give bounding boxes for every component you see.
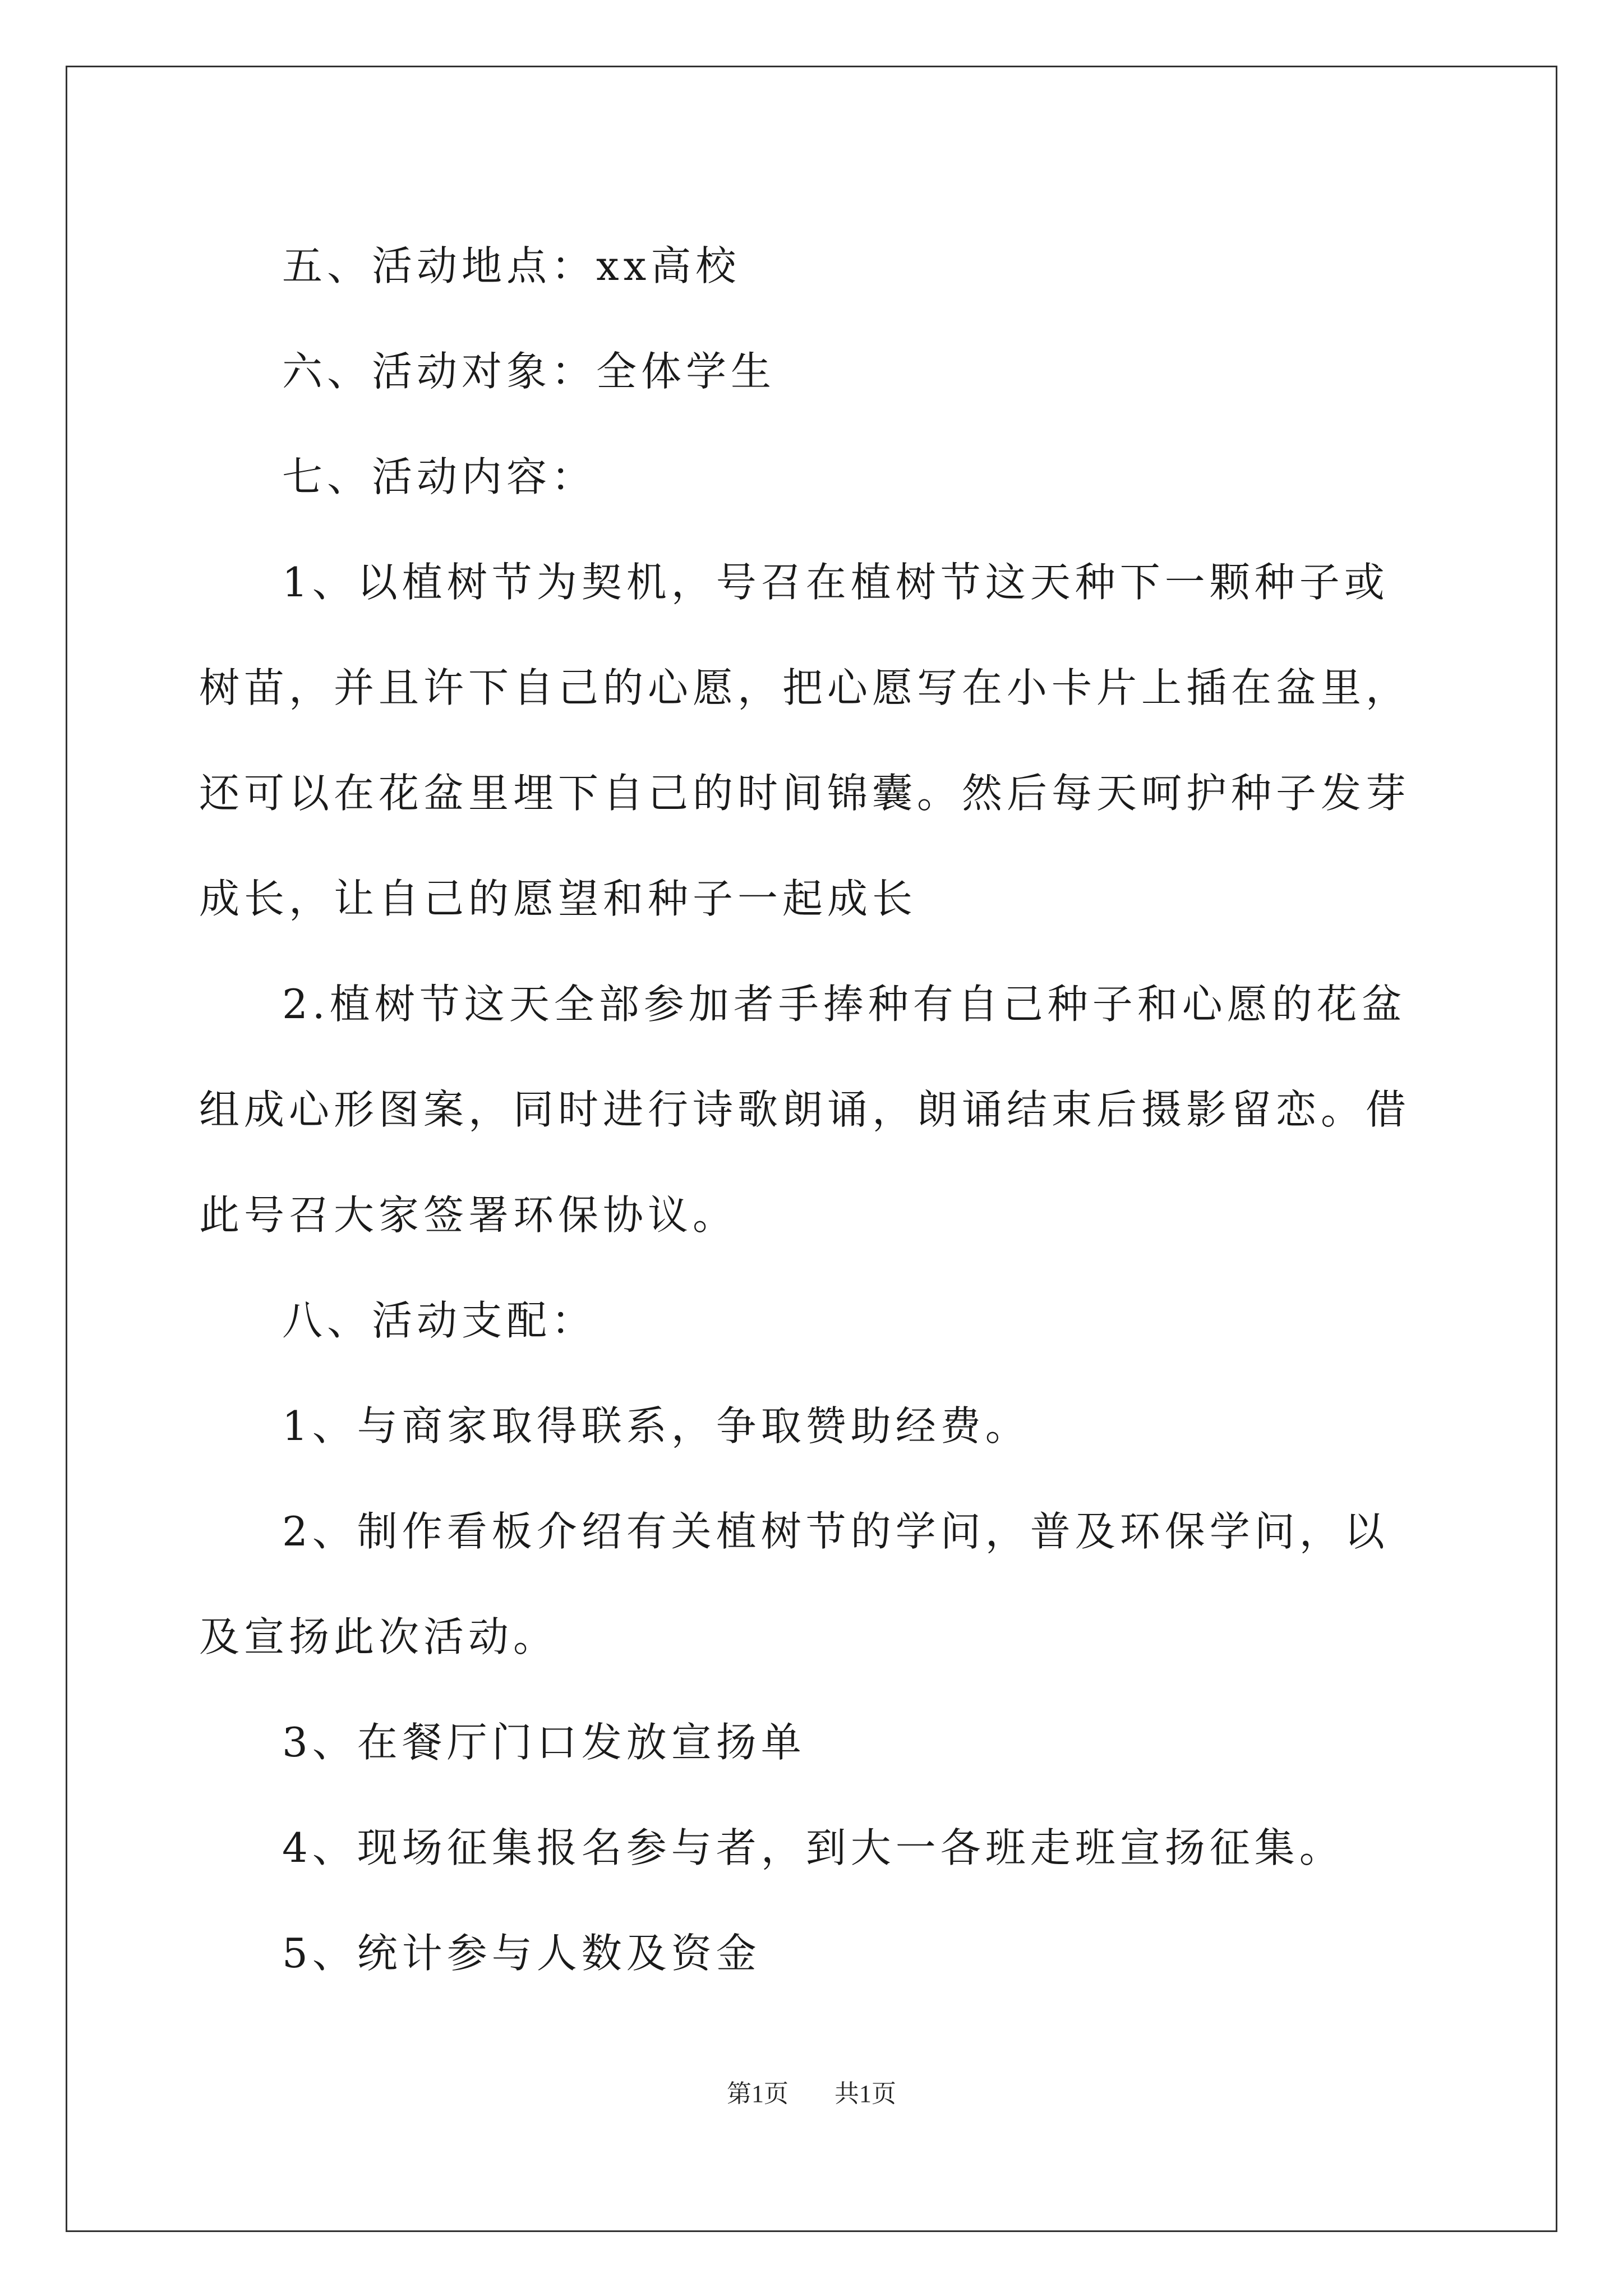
paragraph-arrangement-item-1: 1、与商家取得联系，争取赞助经费。 bbox=[282, 1402, 1030, 1450]
page-footer bbox=[0, 2073, 1623, 2109]
paragraph-arrangement-item-5: 5、统计参与人数及资金 bbox=[282, 1930, 761, 1977]
page-number-current: 第1页 bbox=[727, 2080, 789, 2108]
paragraph-content-item-2: 2.植树节这天全部参加者手捧种有自己种子和心愿的花盆组成心形图案，同时进行诗歌朗诵，朗诵结束后摄影留恋。借此号召大家签署环保协议。 bbox=[199, 981, 1411, 1239]
paragraph-content-item-1: 1、以植树节为契机，号召在植树节这天种下一颗种子或树苗，并且许下自己的心愿，把心愿写在小卡片上插在盆里，还可以在花盆里埋下自己的时间锦囊。然后每天呵护种子发芽成长，让自己的愿望和种子一起成长 bbox=[199, 559, 1411, 922]
paragraph-arrangement-item-4: 4、现场征集报名参与者，到大一各班走班宣扬征集。 bbox=[282, 1824, 1344, 1871]
paragraph-content-heading: 七、活动内容： bbox=[282, 453, 597, 500]
paragraph-audience: 六、活动对象：全体学生 bbox=[282, 348, 776, 395]
paragraph-arrangement-item-3: 3、在餐厅门口发放宣扬单 bbox=[282, 1719, 806, 1766]
page-number-total: 共1页 bbox=[834, 2080, 896, 2108]
paragraph-location: 五、活动地点：xx高校 bbox=[282, 242, 741, 289]
paragraph-arrangement-item-2: 2、制作看板介绍有关植树节的学问，普及环保学问，以及宣扬此次活动。 bbox=[199, 1508, 1389, 1660]
document-body bbox=[199, 213, 1427, 2006]
paragraph-arrangement-heading: 八、活动支配： bbox=[282, 1297, 597, 1344]
